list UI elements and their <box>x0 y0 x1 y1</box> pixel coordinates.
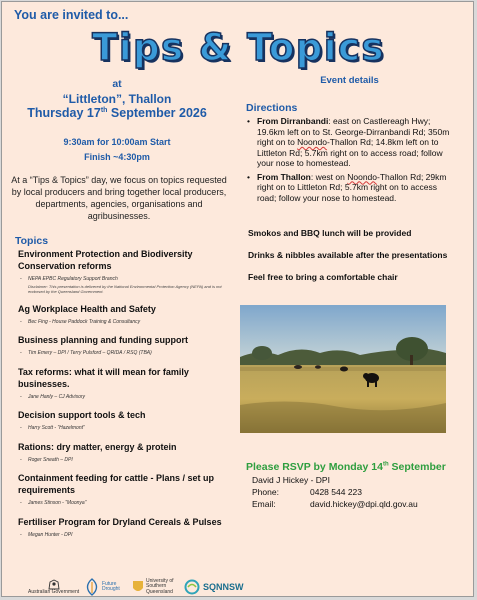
intro-paragraph: At a “Tips & Topics” day, we focus on topics requested by local producers and bring together local producers, departments, agencies, organisations and agribusinesses. <box>11 175 227 221</box>
topics-heading: Topics <box>15 235 49 247</box>
australian-government-logo: Australian Government <box>28 576 79 597</box>
topic-title: Ag Workplace Health and Safety <box>18 303 156 314</box>
phone-number: 0428 544 223 <box>310 487 362 497</box>
sqnnsw-logo: SQNNSW <box>184 576 244 597</box>
topic-title: Business planning and funding support <box>18 335 188 345</box>
university-logo: University of Southern Queensland <box>132 576 174 597</box>
topic-item <box>18 303 226 326</box>
topic-presenter: - Harry Scott - “Hazelmont” <box>20 425 85 431</box>
finish-time: Finish ~4:30pm <box>84 152 150 162</box>
extra-chair: Feel free to bring a comfortable chair <box>248 272 398 282</box>
topic-disclaimer: Disclaimer: This presentation is delivered by the National Environmental Protection Agency (NEPA) and is not endorsed by the Queensland Government. <box>28 283 222 294</box>
paddock-photo <box>240 305 446 433</box>
topic-item <box>18 441 226 464</box>
topic-item <box>18 366 226 401</box>
topic-title: Fertiliser Program for Dryland Cereals & Pulses <box>18 516 222 527</box>
topic-title: Tax reforms: what it will mean for family businesses. <box>18 366 189 389</box>
contact-phone: Phone: 0428 544 223 <box>252 487 362 497</box>
rsvp-contact <box>252 474 452 510</box>
topic-presenter: - James Stinson - “Moonya” <box>20 500 87 506</box>
topic-presenter: - Bec Fing - House Paddock Training & Consultancy <box>20 318 141 325</box>
topic-presenter: - Megan Hunter - DPI <box>20 531 73 538</box>
rsvp-heading: Please RSVP by Monday 14th September <box>246 461 446 473</box>
topic-title: Rations: dry matter, energy & protein <box>18 441 177 452</box>
drought-leaf-icon <box>84 578 100 596</box>
topic-presenter: - NEPA EPBC Regulatory Support Branch Disclaimer: This presentation is delivered by the National Environmental Protection Agency (NEPA) and is not endorsed by the Queensland Government. <box>18 276 226 294</box>
start-time: 9:30am for 10:00am Start <box>63 137 171 147</box>
cattle-paddock-image <box>240 305 446 433</box>
topic-title: Containment feeding for cattle - Plans / set up requirements <box>18 473 215 495</box>
at-label: at <box>112 78 122 90</box>
topic-title: Environment Protection and Biodiversity Conservation reforms <box>18 249 193 271</box>
sponsor-footer <box>2 576 474 597</box>
invited-line: You are invited to... <box>14 8 129 22</box>
extra-smokos: Smokos and BBQ lunch will be provided <box>248 228 412 238</box>
future-drought-logo: Future Drought <box>84 576 120 597</box>
topic-item <box>18 409 226 432</box>
directions-heading: Directions <box>246 102 298 114</box>
contact-email: Email: david.hickey@dpi.qld.gov.au <box>252 499 418 509</box>
direction-item: • From Dirranbandi: east on Castlereagh Hwy; 19.6km left on to St. George-Dirranbandi Rd; 350m right on to Noondo-Thallon Rd; 14.8km left on to Littleton Rd; 5.7km right on to access road; follow your nose to homestead. <box>247 116 450 168</box>
topic-item <box>18 248 226 294</box>
extra-drinks: Drinks & nibbles available after the presentations <box>248 250 448 260</box>
topic-item <box>18 334 226 357</box>
direction-item: • From Thallon: west on Noondo-Thallon Rd; 29km right on to Littleton Rd; 5.7km right on to access road; follow your nose to homestead. <box>247 171 447 203</box>
event-title: Tips & Topics <box>92 26 385 69</box>
topic-item <box>18 516 226 539</box>
topic-presenter: - Roger Sneath – DPI <box>20 456 73 463</box>
venue: “Littleton”, Thallon <box>62 92 172 106</box>
topic-title: Decision support tools & tech <box>18 410 146 420</box>
topics-list <box>18 248 226 547</box>
directions-list <box>246 116 458 206</box>
contact-name: David J Hickey - DPI <box>252 475 330 485</box>
university-crest-icon <box>132 580 144 594</box>
email-address[interactable]: david.hickey@dpi.qld.gov.au <box>310 499 418 509</box>
topic-presenter: - Jane Hanly – CJ Advisory <box>20 393 86 400</box>
event-date: Thursday 17th September 2026 <box>27 106 207 120</box>
topic-presenter: - Tim Emery – DPI / Terry Pulsford – QRIDA / RSQ (TBA) <box>20 350 152 356</box>
topic-item <box>18 472 226 507</box>
event-details-heading: Event details <box>320 75 379 86</box>
flyer-page <box>1 1 474 597</box>
sqnnsw-swirl-icon <box>184 579 200 595</box>
